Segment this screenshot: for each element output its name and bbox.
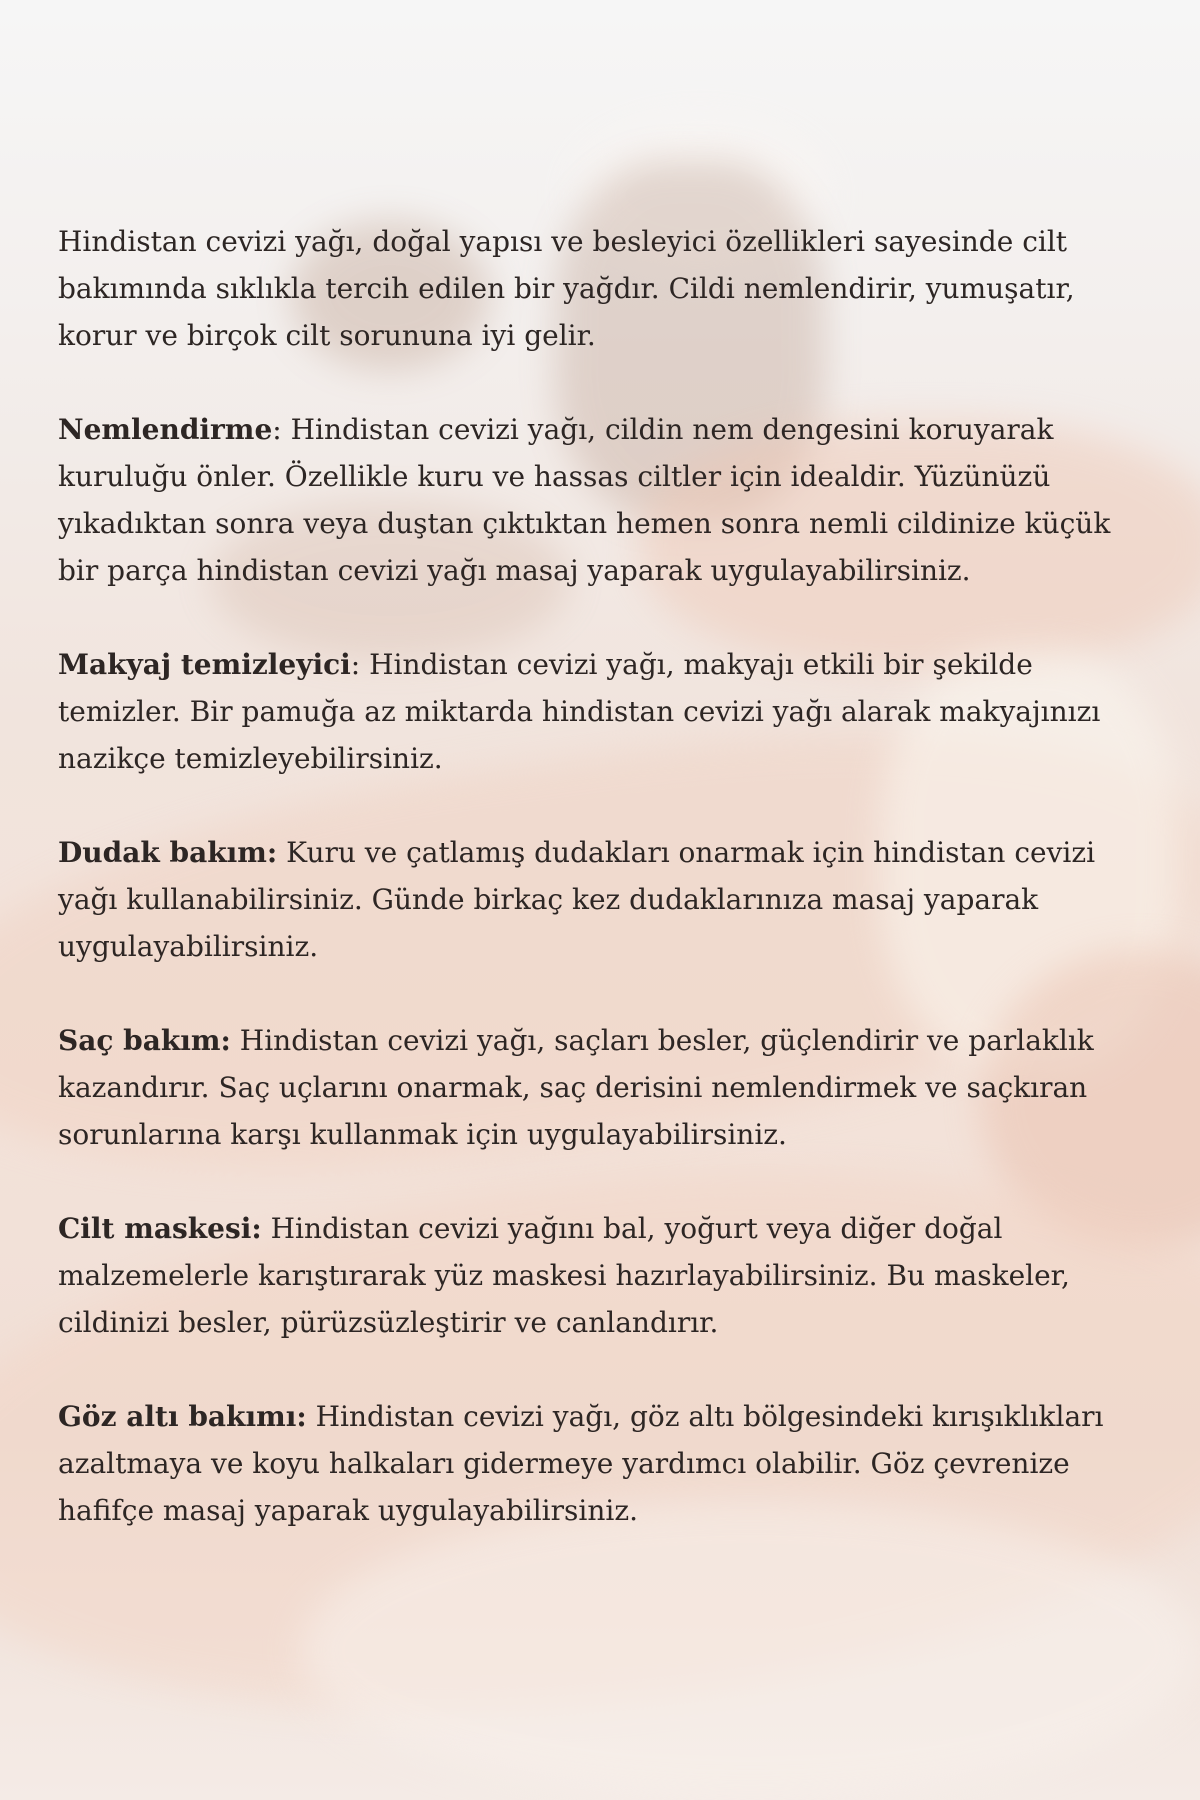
section-term: Nemlendirme (58, 413, 273, 446)
section-text: Hindistan cevizi yağını bal, yoğurt veya diğer doğal malzemelerle karıştırarak yüz maskesi hazırlayabilirsiniz. Bu maskeler, cildinizi besler, pürüzsüzleştirir ve canlandırır. (58, 1212, 1070, 1339)
section-text: Hindistan cevizi yağı, saçları besler, güçlendirir ve parlaklık kazandırır. Saç uçlarını onarmak, saç derisini nemlendirmek ve saçkıran sorunlarına karşı kullanmak için uygulayabilirsiniz. (58, 1024, 1094, 1151)
section-text: Hindistan cevizi yağı, makyajı etkili bir şekilde temizler. Bir pamuğa az miktarda hindistan cevizi yağı alarak makyajınızı nazikçe temizleyebilirsiniz. (58, 648, 1101, 775)
section-separator: : (350, 648, 361, 681)
section-separator: : (272, 413, 282, 446)
section-term: Saç bakım: (58, 1024, 231, 1057)
article-body (58, 218, 1148, 1581)
section-text: Hindistan cevizi yağı, cildin nem dengesini koruyarak kuruluğu önler. Özellikle kuru ve hassas ciltler için idealdir. Yüzünüzü yıkadıktan sonra veya duştan çıktıktan hemen sonra nemli cildinize küçük bir parça hindistan cevizi yağı masaj yaparak uygulayabilirsiniz. (58, 413, 1111, 587)
section-skin-mask (58, 1205, 1148, 1346)
section-makeup-remover (58, 641, 1148, 782)
section-term: Cilt maskesi: (58, 1212, 262, 1245)
section-lip-care (58, 829, 1148, 970)
intro-paragraph: Hindistan cevizi yağı, doğal yapısı ve besleyici özellikleri sayesinde cilt bakımında sıklıkla tercih edilen bir yağdır. Cildi nemlendirir, yumuşatır, korur ve birçok cilt sorununa iyi gelir. (58, 225, 1075, 352)
section-hair-care (58, 1017, 1148, 1158)
section-term: Dudak bakım: (58, 836, 278, 869)
section-text: Kuru ve çatlamış dudakları onarmak için hindistan cevizi yağı kullanabilirsiniz. Günde birkaç kez dudaklarınıza masaj yaparak uygulayabilirsiniz. (58, 836, 1096, 963)
section-moisturizing (58, 406, 1148, 594)
section-text: Hindistan cevizi yağı, göz altı bölgesindeki kırışıklıkları azaltmaya ve koyu halkaları gidermeye yardımcı olabilir. Göz çevrenize hafifçe masaj yaparak uygulayabilirsiniz. (58, 1400, 1104, 1527)
section-term: Göz altı bakımı: (58, 1400, 307, 1433)
section-under-eye-care (58, 1393, 1148, 1534)
section-term: Makyaj temizleyici (58, 648, 351, 681)
